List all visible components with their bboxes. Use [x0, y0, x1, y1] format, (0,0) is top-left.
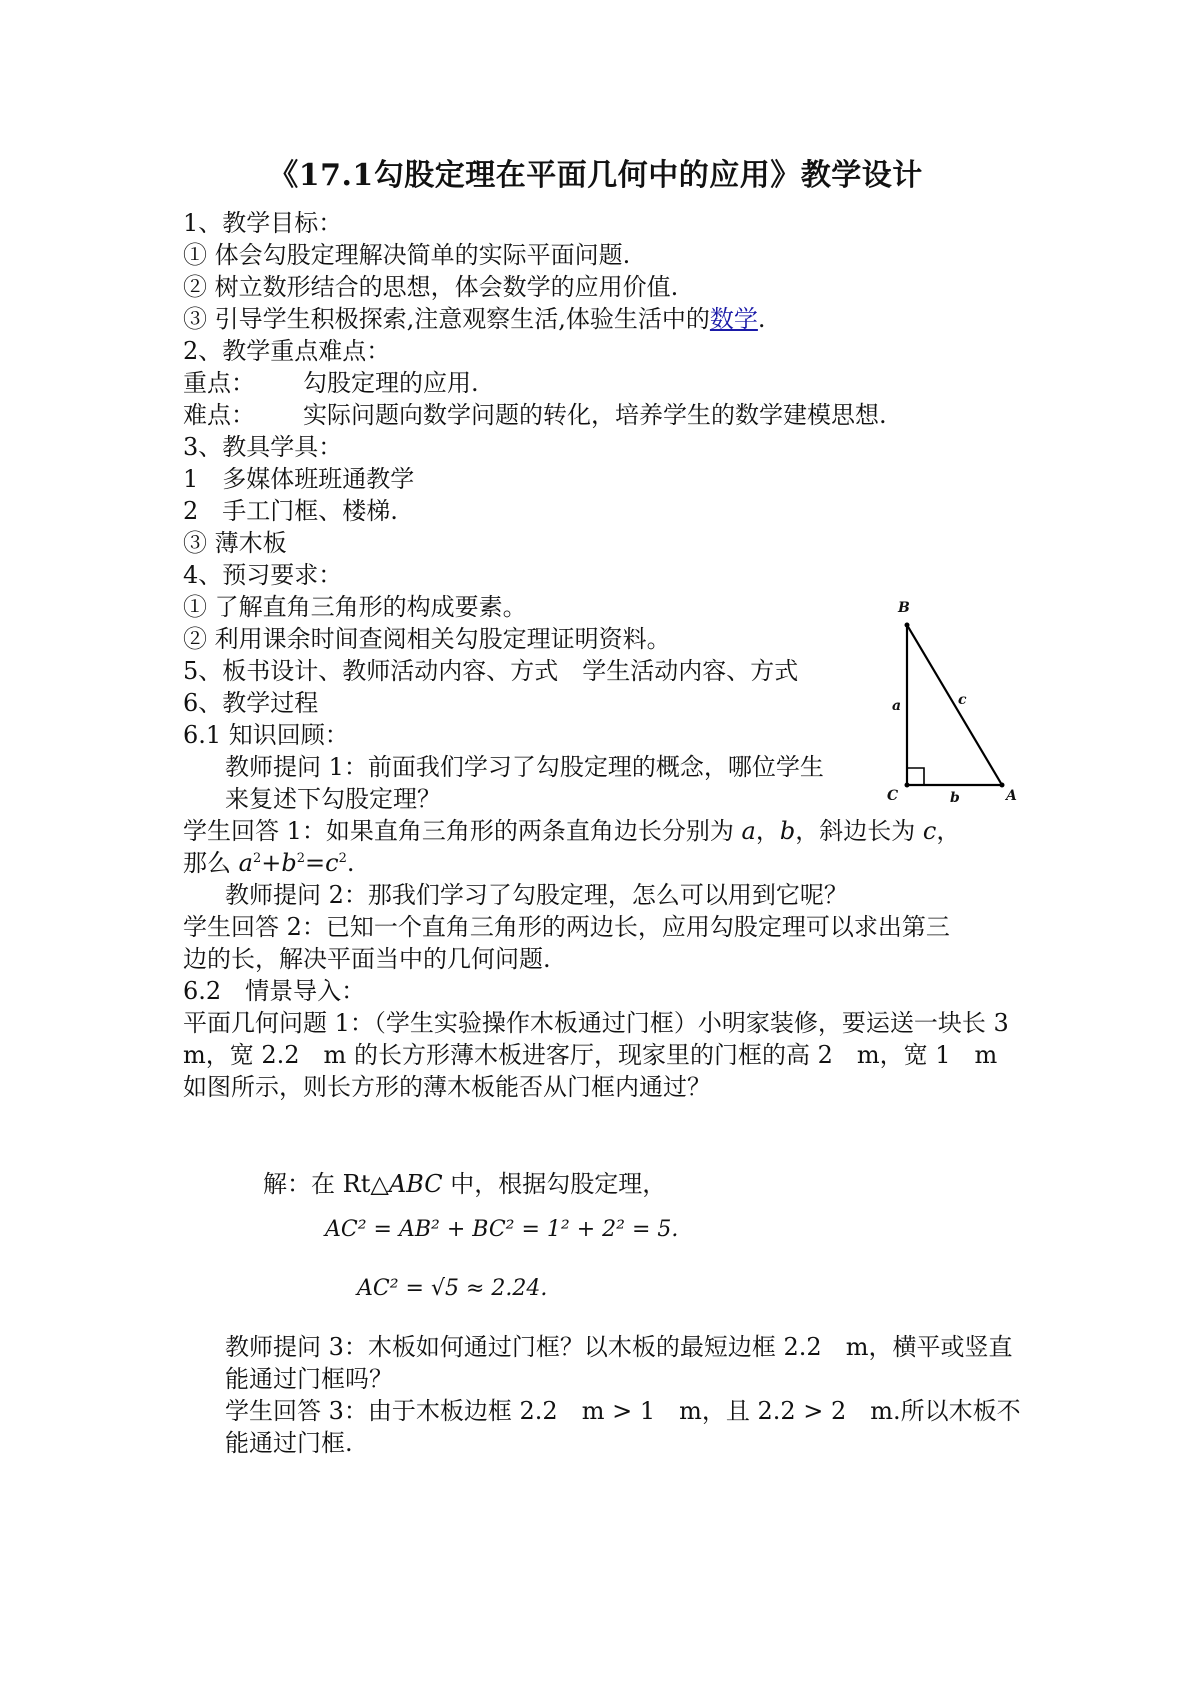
difficult-point	[183, 399, 1023, 431]
section-key-points-heading: 2、教学重点难点：	[183, 337, 391, 365]
difficult-point-label: 难点：	[183, 401, 255, 429]
vertex-label-c: C	[887, 788, 899, 804]
side-c-line	[907, 625, 1002, 785]
point-a	[1000, 783, 1005, 788]
teacher-question-3: 教师提问 3：木板如何通过门框？以木板的最短边框 2.2 m，横平或竖直能通过门框吗？	[225, 1333, 1013, 1393]
difficult-point-text: 实际问题向数学问题的转化，培养学生的数学建模思想.	[303, 401, 887, 429]
equation-2: AC² = √5 ≈ 2.24.	[357, 1276, 548, 1301]
side-label-a: a	[892, 698, 902, 714]
student-answer-1: 学生回答 1：如果直角三角形的两条直角边长分别为 a，b，斜边长为 c，那么 $a^2+b^2=c^2$.	[183, 817, 961, 877]
geometry-problem-1: 平面几何问题 1：（学生实验操作木板通过门框）小明家装修，要运送一块长 3 m，宽 2.2 m 的长方形薄木板进客厅，现家里的门框的高 2 m，宽 1 m 如图所示，则长方形的薄木板能否从门框内通过？	[183, 1009, 1033, 1101]
subsection-scenario-heading: 6.2 情景导入：	[183, 977, 366, 1005]
section-board-design: 5、板书设计、教师活动内容、方式 学生活动内容、方式	[183, 657, 799, 685]
teacher-question-2: 教师提问 2：那我们学习了勾股定理，怎么可以用到它呢？	[225, 881, 848, 909]
section-objectives-heading: 1、教学目标：	[183, 209, 343, 237]
tool-1: 1 多媒体班班通教学	[183, 465, 415, 493]
objective-3-end: .	[757, 305, 766, 333]
preview-2: ② 利用课余时间查阅相关勾股定理证明资料。	[183, 625, 671, 653]
side-label-b: b	[950, 790, 960, 806]
point-b	[905, 623, 910, 628]
vertex-label-a: A	[1006, 788, 1017, 804]
document-title: 《17.1勾股定理在平面几何中的应用》教学设计	[268, 158, 923, 193]
section-tools-heading: 3、教具学具：	[183, 433, 343, 461]
objective-1: ① 体会勾股定理解决简单的实际平面问题.	[183, 241, 631, 269]
tool-2: 2 手工门框、楼梯.	[183, 497, 398, 525]
objective-2: ② 树立数形结合的思想，体会数学的应用价值.	[183, 273, 679, 301]
teaching-dialogue	[183, 1331, 1023, 1459]
tool-3: ③ 薄木板	[183, 529, 287, 557]
solution-intro: 解：在 Rt△ABC 中，根据勾股定理，	[263, 1170, 667, 1198]
equation-1: AC² = AB² + BC² = 1² + 2² = 5.	[325, 1217, 679, 1242]
teacher-question-1: 教师提问 1：前面我们学习了勾股定理的概念，哪位学生来复述下勾股定理？	[225, 753, 824, 813]
math-link[interactable]: 数学	[709, 305, 758, 333]
objective-3	[183, 303, 1023, 335]
subsection-review-heading: 6.1 知识回顾：	[183, 721, 349, 749]
right-angle-marker	[907, 768, 924, 785]
student-answer-3: 学生回答 3：由于木板边框 2.2 m > 1 m，且 2.2 > 2 m.所以木板不能通过门框.	[225, 1397, 1021, 1457]
right-triangle-figure	[882, 600, 1032, 810]
preview-1: ① 了解直角三角形的构成要素。	[183, 593, 527, 621]
triangle-svg	[882, 600, 1032, 810]
section-preview-heading: 4、预习要求：	[183, 561, 343, 589]
vertex-label-b: B	[898, 600, 910, 616]
objective-3-text: ③ 引导学生积极探索,注意观察生活,体验生活中的	[183, 305, 710, 333]
side-label-c: c	[958, 692, 967, 708]
key-point	[183, 367, 1023, 399]
key-point-text: 勾股定理的应用.	[303, 369, 479, 397]
point-c	[905, 783, 910, 788]
section-process-heading: 6、教学过程	[183, 689, 319, 717]
key-point-label: 重点：	[183, 369, 255, 397]
student-answer-2: 学生回答 2：已知一个直角三角形的两边长，应用勾股定理可以求出第三边的长，解决平面当中的几何问题.	[183, 913, 950, 973]
